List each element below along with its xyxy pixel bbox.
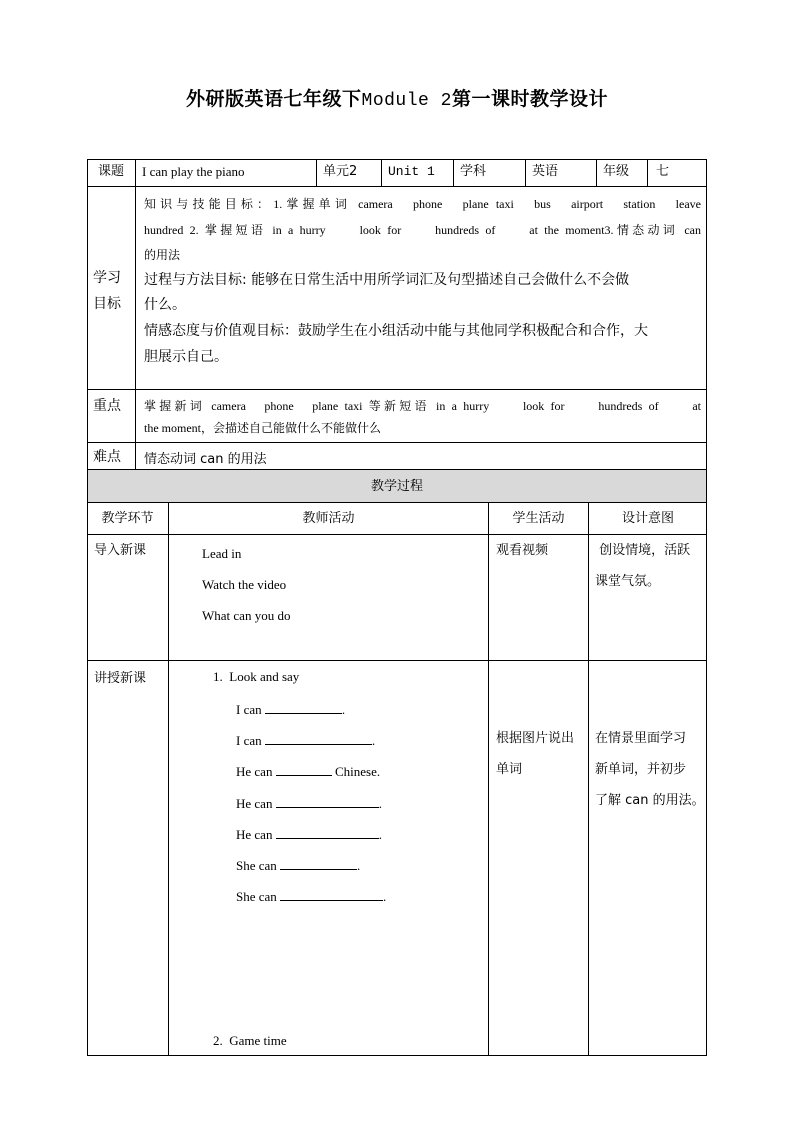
emotion-goal-line2: 胆展示自己。 — [144, 349, 228, 365]
intro-teacher-activity — [168, 535, 488, 661]
title-prefix: 外研版英语七年级下 — [186, 88, 362, 110]
sentence-end: . — [371, 733, 376, 749]
lesson-design-intent — [588, 661, 707, 1056]
lesson-intent-line2: 新单词，并初步 — [595, 762, 687, 777]
key-points-line1: 掌握新词 camera phone plane taxi 等新短语 in a hurry look for hundreds of at — [144, 399, 701, 413]
intro-teacher-line: What can you do — [202, 608, 291, 623]
key-points-content — [135, 390, 707, 443]
lesson-intent-line3: 了解 can 的用法。 — [595, 793, 705, 808]
intro-teacher-line: Watch the video — [202, 577, 287, 592]
title-suffix: 第一课时教学设计 — [451, 88, 608, 110]
intro-teacher-line: Lead in — [202, 546, 242, 561]
sentence-end: . — [341, 702, 346, 717]
sentence-list — [236, 694, 486, 912]
objectives-label-line2: 目标 — [93, 296, 121, 312]
look-and-say-item — [213, 663, 483, 691]
sentence-end: . — [378, 826, 382, 842]
col-stage-header: 教学环节 — [101, 511, 154, 526]
sentence-line — [236, 881, 486, 912]
difficulty-label: 难点 — [93, 449, 121, 465]
lesson-teacher-activity — [168, 661, 488, 1056]
sentence-line — [236, 694, 486, 725]
answer-blank[interactable] — [280, 886, 383, 901]
answer-blank[interactable] — [265, 730, 372, 745]
sentence-text: I can — [236, 733, 265, 749]
process-goal-line1: 过程与方法目标: 能够在日常生活中用所学词汇及句型描述自己会做什么不会做 — [144, 272, 630, 288]
lesson-student-line1: 根据图片说出 — [496, 731, 575, 746]
answer-blank[interactable] — [276, 824, 379, 839]
sentence-line — [236, 819, 486, 850]
sentence-end: . — [378, 795, 382, 811]
knowledge-goal-line1: 知识与技能目标：1.掌握单词 camera phone plane taxi bus airport station leave — [144, 197, 701, 211]
page-title — [0, 84, 794, 111]
unit-value: Unit 1 — [381, 159, 453, 187]
difficulty-text: 情态动词 can 的用法 — [135, 443, 707, 470]
lesson-stage: 讲授新课 — [94, 671, 147, 686]
intro-student-activity: 观看视频 — [488, 535, 588, 661]
col-intent-header: 设计意图 — [588, 503, 707, 535]
sentence-text: He can — [236, 764, 276, 780]
key-points-line2: the moment，会描述自己能做什么不能做什么 — [144, 421, 381, 435]
col-teacher-header: 教师活动 — [168, 503, 488, 535]
key-points-label: 重点 — [93, 398, 121, 414]
emotion-goal-line1: 情感态度与价值观目标：鼓励学生在小组活动中能与其他同学积极配合和合作，大 — [144, 323, 648, 339]
intro-design-intent — [588, 535, 707, 661]
game-time-item — [213, 1027, 483, 1055]
sentence-end: Chinese. — [331, 764, 381, 780]
item1-title: Look and say — [229, 669, 300, 684]
lesson-intent-line1: 在情景里面学习 — [595, 731, 687, 746]
col-student-header: 学生活动 — [488, 503, 588, 535]
intro-stage: 导入新课 — [94, 543, 147, 558]
sentence-text: She can — [236, 858, 281, 874]
intro-intent-line2: 课堂气氛。 — [595, 574, 661, 589]
grade-label: 年级 — [596, 159, 647, 187]
topic-label: 课题 — [97, 164, 124, 179]
answer-blank[interactable] — [276, 793, 379, 808]
sentence-line — [236, 725, 486, 756]
knowledge-goal-line2: hundred 2. 掌握短语 in a hurry look for hundreds of at the moment3.情态动词 can — [144, 223, 701, 237]
subject-label: 学科 — [453, 159, 525, 187]
lesson-student-line2: 单词 — [496, 762, 523, 777]
objectives-content — [135, 187, 707, 390]
intro-intent-line1: 创设情境，活跃 — [595, 543, 691, 558]
unit-label: 单元2 — [316, 159, 381, 187]
sentence-text: She can — [236, 889, 281, 905]
item1-number: 1. — [213, 669, 223, 684]
sentence-text: I can — [236, 702, 265, 717]
answer-blank[interactable] — [280, 855, 357, 870]
title-module: Module 2 — [361, 91, 452, 111]
sentence-end: . — [383, 889, 387, 905]
grade-value: 七 — [647, 159, 707, 187]
sentence-text: He can — [236, 826, 276, 842]
sentence-line — [236, 850, 486, 881]
lesson-student-activity — [488, 661, 588, 1056]
objectives-label — [87, 187, 135, 390]
topic-value: I can play the piano — [135, 159, 316, 187]
answer-blank[interactable] — [276, 761, 332, 776]
process-goal-line2: 什么。 — [144, 297, 186, 313]
process-header: 教学过程 — [87, 470, 707, 503]
sentence-text: He can — [236, 795, 276, 811]
sentence-end: . — [357, 858, 361, 874]
objectives-label-line1: 学习 — [93, 270, 121, 286]
item2-number: 2. — [213, 1033, 223, 1048]
item2-title: Game time — [229, 1033, 287, 1048]
sentence-line — [236, 788, 486, 819]
subject-value: 英语 — [525, 159, 596, 187]
knowledge-goal-line3: 的用法 — [144, 248, 181, 262]
sentence-line — [236, 756, 486, 787]
answer-blank[interactable] — [265, 699, 342, 714]
